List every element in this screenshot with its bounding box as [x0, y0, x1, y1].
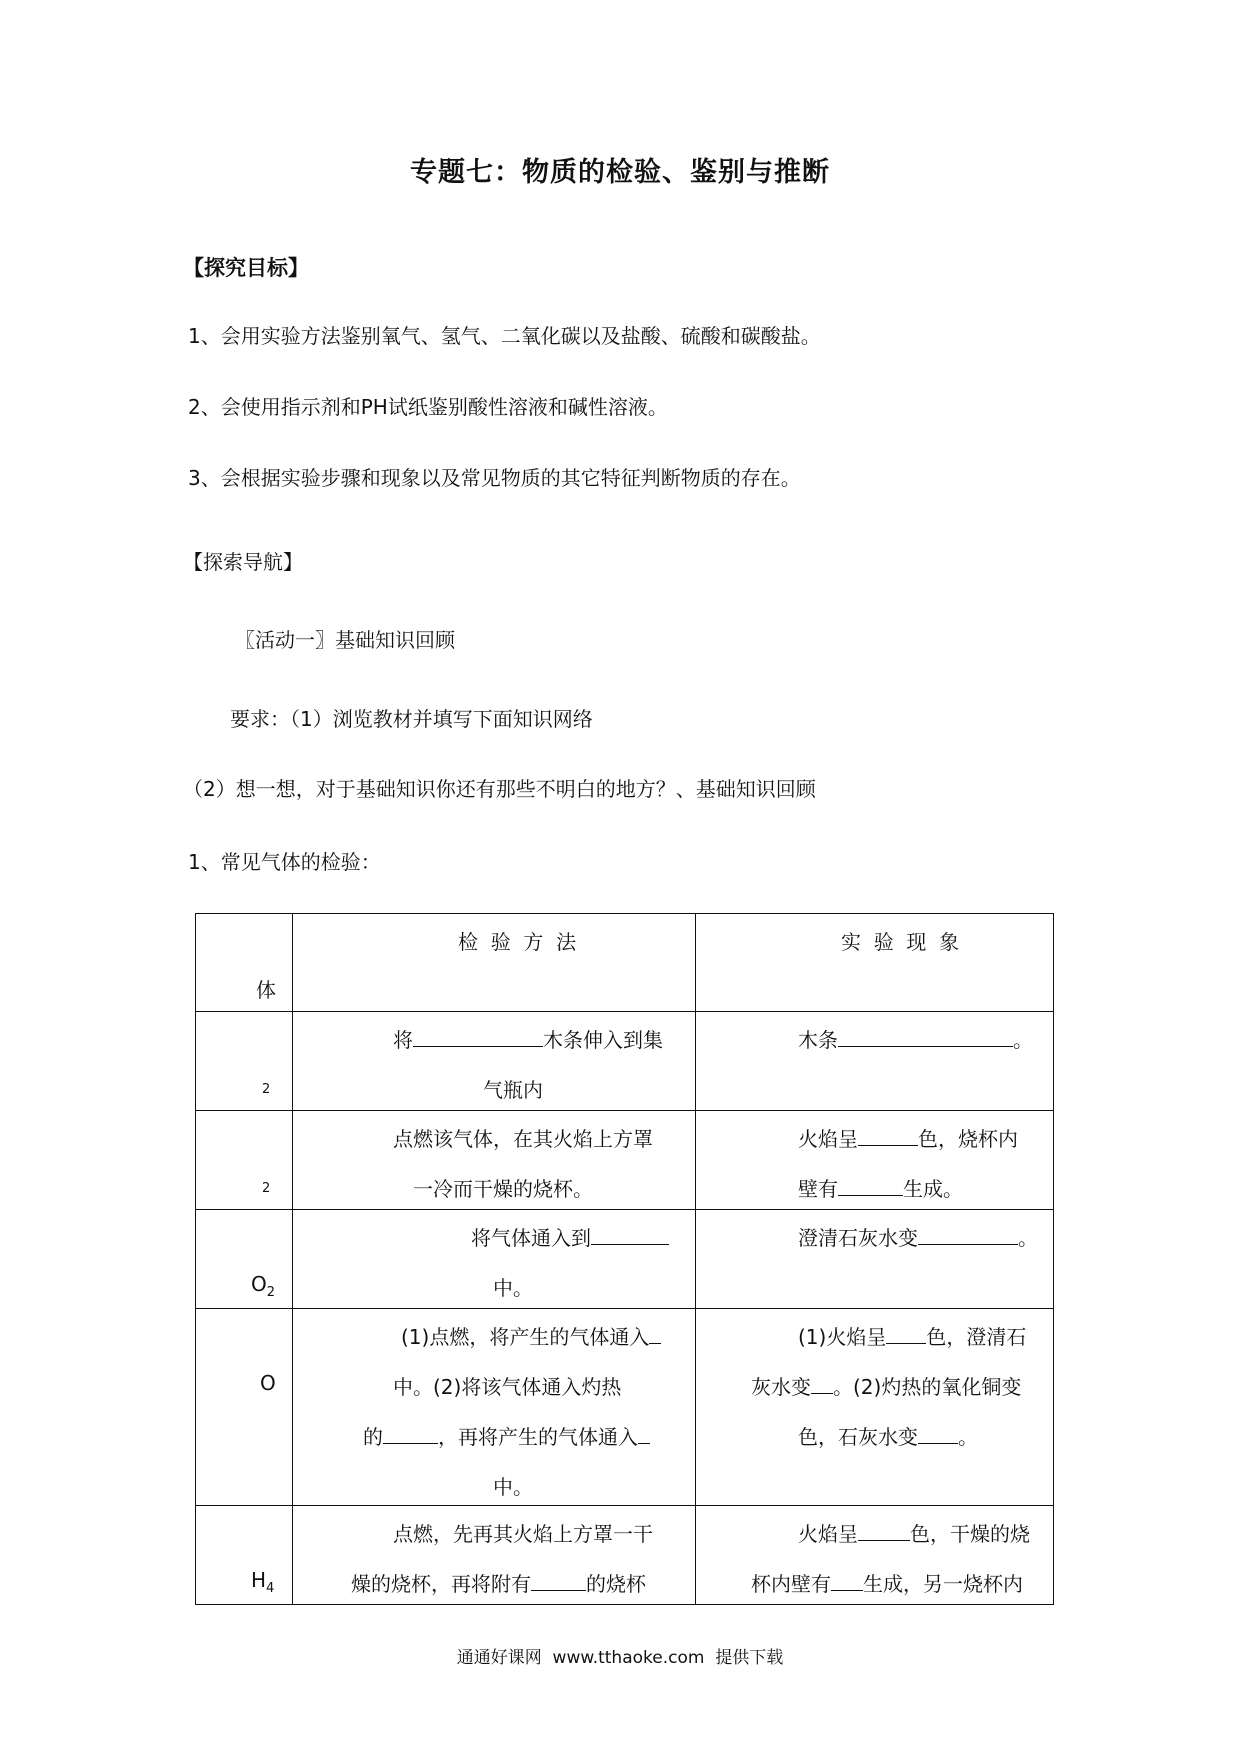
method-line: 气瓶内 [483, 1078, 543, 1102]
fill-blank [591, 1224, 669, 1245]
method-line: 一冷而干燥的烧杯。 [413, 1177, 593, 1201]
goal-item: 1、会用实验方法鉴别氧气、氢气、二氧化碳以及盐酸、硫酸和碳酸盐。 [188, 324, 821, 348]
phenomenon-line: 杯内壁有 生成，另一烧杯内 [751, 1572, 1023, 1596]
header-phenomenon-cell [696, 914, 1054, 1012]
phenomenon-line: 木条 。 [798, 1028, 1033, 1052]
fill-blank [858, 1125, 918, 1146]
phenomenon-line: 火焰呈 色，干燥的烧 [798, 1522, 1030, 1546]
fill-blank [886, 1323, 926, 1344]
fill-blank [918, 1423, 958, 1444]
gas-label: $O_2$ [251, 1272, 276, 1300]
goal-item: 3、会根据实验步骤和现象以及常见物质的其它特征判断物质的存在。 [188, 466, 801, 490]
table-row [196, 1309, 1054, 1506]
explore-heading: 【探索导航】 [183, 550, 303, 574]
fill-blank [413, 1026, 543, 1047]
header-gas-cell [196, 914, 293, 1012]
method-cell [293, 1012, 696, 1111]
fill-blank [918, 1224, 1018, 1245]
fill-blank [838, 1026, 1013, 1047]
phenomenon-line: 灰水变 。(2)灼热的氧化铜变 [751, 1375, 1022, 1399]
activity-title: 〖活动一〗基础知识回顾 [235, 628, 455, 652]
phenomenon-line: 色，石灰水变 。 [798, 1425, 978, 1449]
header-method: 检 验 方 法 [458, 930, 577, 954]
gas-cell [196, 1210, 293, 1309]
phenomenon-line: 澄清石灰水变 。 [798, 1226, 1038, 1250]
gas-cell [196, 1012, 293, 1111]
gas-test-heading: 1、常见气体的检验： [188, 850, 381, 874]
method-cell [293, 1309, 696, 1506]
phenomenon-cell [696, 1506, 1054, 1605]
header-method-cell [293, 914, 696, 1012]
header-gas: 体 [256, 978, 276, 1002]
fill-blank [383, 1423, 438, 1444]
fill-blank [838, 1175, 903, 1196]
method-line: (1)点燃，将产生的气体通入 [401, 1321, 661, 1350]
gas-cell [196, 1506, 293, 1605]
fill-blank [531, 1570, 586, 1591]
phenomenon-line: 火焰呈 色，烧杯内 [798, 1127, 1018, 1151]
table-row [196, 1111, 1054, 1210]
gas-label: 2 [262, 1082, 271, 1097]
phenomenon-line: 壁有 生成。 [798, 1177, 963, 1201]
goal-item: 2、会使用指示剂和PH试纸鉴别酸性溶液和碱性溶液。 [188, 395, 668, 419]
method-line: 中。 [493, 1475, 533, 1499]
method-cell [293, 1506, 696, 1605]
table-row [196, 1210, 1054, 1309]
phenomenon-line: (1)火焰呈 色，澄清石 [798, 1325, 1027, 1349]
page-footer: 通通好课网 www.tthaoke.com 提供下载 [456, 1648, 784, 1668]
page-title: 专题七：物质的检验、鉴别与推断 [410, 157, 830, 188]
requirement-2: （2）想一想，对于基础知识你还有那些不明白的地方？、基础知识回顾 [183, 777, 816, 801]
gas-label: O [260, 1371, 276, 1395]
table-row [196, 1506, 1054, 1605]
fill-blank [811, 1373, 833, 1394]
method-cell [293, 1111, 696, 1210]
phenomenon-cell [696, 1012, 1054, 1111]
method-cell [293, 1210, 696, 1309]
fill-blank [638, 1423, 650, 1444]
gas-test-table [195, 913, 1054, 1605]
method-line: 燥的烧杯，再将附有 的烧杯 [351, 1572, 646, 1596]
fill-blank [858, 1520, 910, 1541]
goals-heading: 【探究目标】 [183, 256, 309, 280]
phenomenon-cell [696, 1111, 1054, 1210]
table-header-row [196, 914, 1054, 1012]
gas-cell [196, 1111, 293, 1210]
method-line: 点燃该气体，在其火焰上方罩 [393, 1127, 653, 1151]
table-row [196, 1012, 1054, 1111]
phenomenon-cell [696, 1309, 1054, 1506]
fill-blank [649, 1323, 661, 1344]
method-line: 中。(2)将该气体通入灼热 [393, 1375, 622, 1399]
fill-blank [831, 1570, 863, 1591]
method-line: 中。 [493, 1276, 533, 1300]
gas-label: $H_4$ [251, 1568, 275, 1596]
gas-cell [196, 1309, 293, 1506]
method-line: 将气体通入到 [471, 1222, 669, 1251]
method-line: 的 ，再将产生的气体通入 [363, 1421, 650, 1450]
gas-label: 2 [262, 1181, 271, 1196]
phenomenon-cell [696, 1210, 1054, 1309]
requirement-1: 要求：（1）浏览教材并填写下面知识网络 [230, 707, 593, 731]
method-line: 将 木条伸入到集 [393, 1028, 663, 1052]
header-phenomenon: 实 验 现 象 [841, 930, 960, 954]
method-line: 点燃，先再其火焰上方罩一干 [393, 1522, 653, 1546]
